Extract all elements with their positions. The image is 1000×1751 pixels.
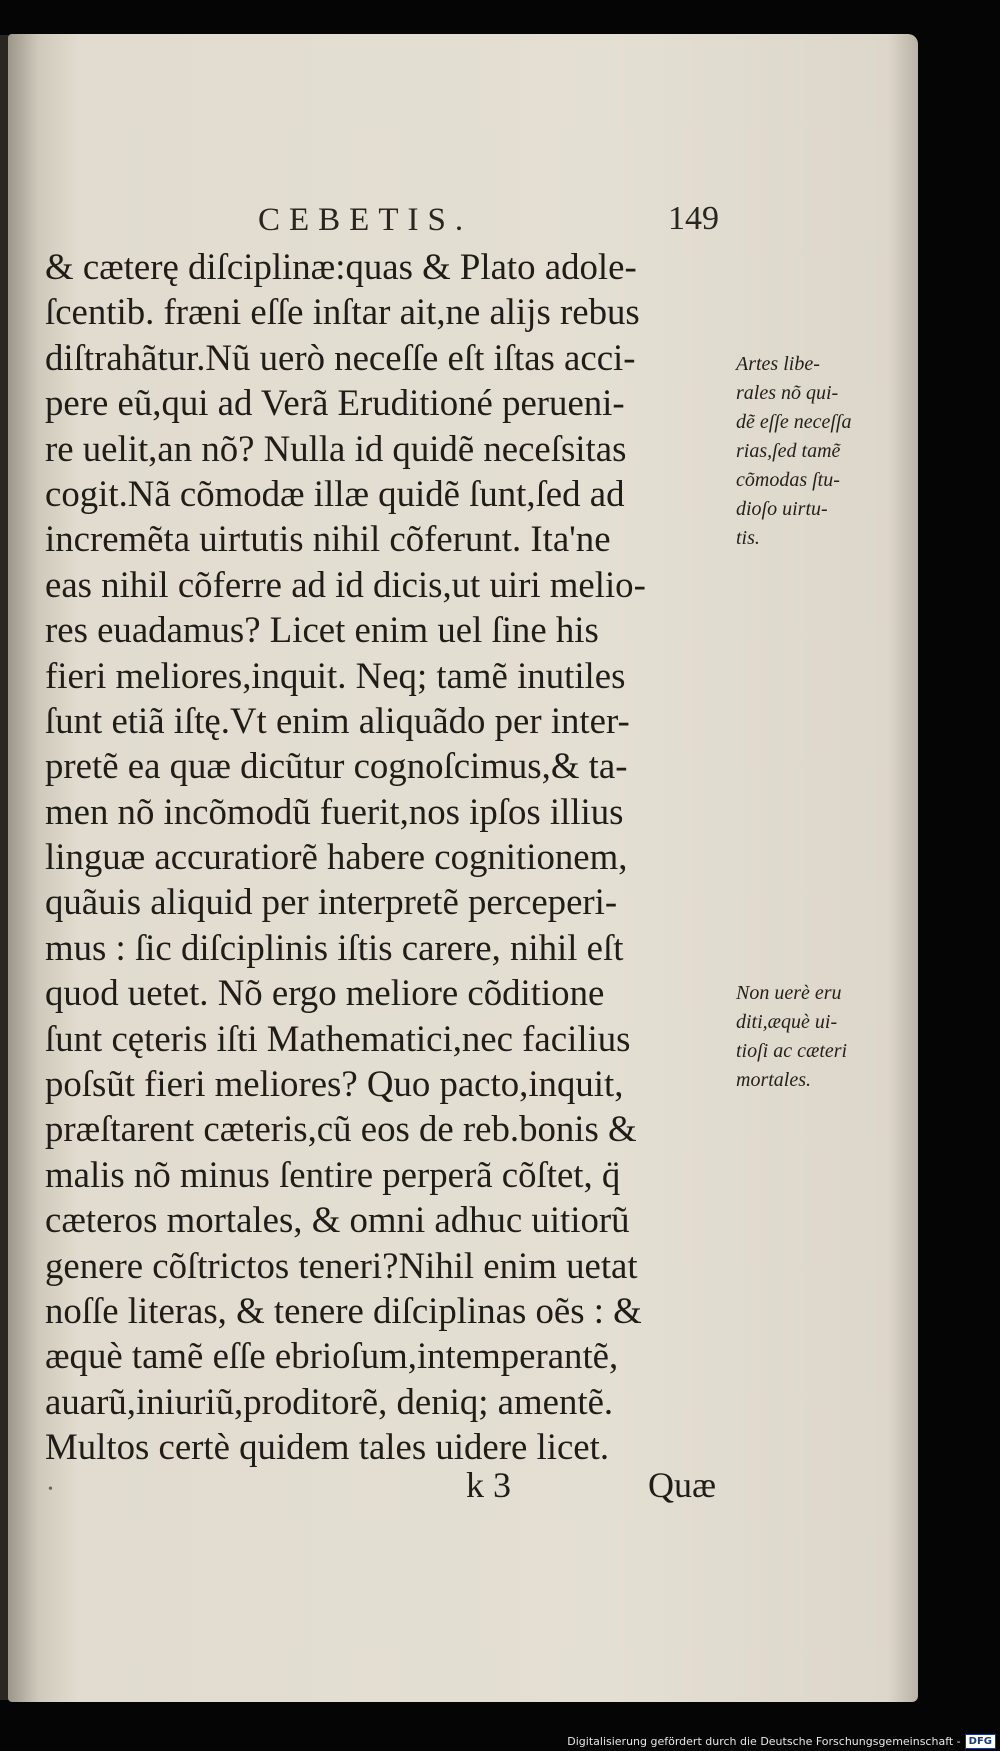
text-line: men nõ incõmodũ fuerit,nos ipſos illius	[45, 790, 624, 832]
text-line: pere eũ,qui ad Verã Eruditioné perueni-	[45, 382, 625, 424]
text-line: incremẽta uirtutis nihil cõferunt. Ita'ne	[45, 518, 611, 560]
marginal-note-line: tioſi ac cæteri	[736, 1040, 848, 1062]
text-line: præſtarent cæteris,cũ eos de reb.bonis &	[45, 1108, 637, 1150]
text-line: auarũ,iniuriũ,proditorẽ, deniq; amentẽ.	[45, 1380, 614, 1422]
page-number: 149	[668, 200, 719, 237]
text-line: eas nihil cõferre ad id dicis,ut uiri melio-	[45, 563, 646, 605]
text-line: mus : ſic diſciplinis iſtis carere, nihil eſt	[45, 926, 624, 968]
marginal-note-line: dẽ eſſe neceſſa	[736, 411, 852, 433]
marginal-note-line: Artes libe-	[736, 353, 820, 375]
digitization-credit	[567, 1734, 996, 1749]
printer-mark: •	[48, 1482, 53, 1497]
text-line: genere cõſtrictos teneri?Nihil enim uetat	[45, 1244, 638, 1286]
signature-mark: k 3	[466, 1465, 511, 1505]
text-line: diſtrahãtur.Nũ uerò neceſſe eſt iſtas acci-	[45, 336, 636, 378]
marginal-note-line: diti,æquè ui-	[736, 1011, 838, 1033]
text-line: ſunt cęteris iſti Mathematici,nec facilius	[45, 1017, 631, 1059]
marginal-note-line: cõmodas ſtu-	[736, 469, 840, 491]
text-line: pretẽ ea quæ dicũtur cognoſcimus,& ta-	[45, 745, 628, 787]
page-footer-row	[48, 1464, 738, 1514]
text-line: æquè tamẽ eſſe ebrioſum,intemperantẽ,	[45, 1335, 619, 1377]
marginal-note-line: Non uerè eru	[736, 982, 842, 1004]
catchword: Quæ	[648, 1465, 717, 1505]
text-line: poſsũt fieri meliores? Quo pacto,inquit,	[45, 1063, 624, 1105]
text-line: linguæ accuratiorẽ habere cognitionem,	[45, 836, 628, 878]
marginal-note-line: dioſo uirtu-	[736, 498, 828, 520]
body-text	[45, 244, 725, 1470]
text-line: cæteros mortales, & omni adhuc uitiorũ	[45, 1199, 630, 1241]
text-line: quod uetet. Nõ ergo meliore cõditione	[45, 972, 605, 1014]
running-head: CEBETIS.	[258, 202, 473, 238]
text-line: ſunt etiã iſtę.Vt enim aliquãdo per inter-	[45, 699, 630, 741]
marginal-note-line: rales nõ qui-	[736, 382, 839, 404]
text-line: malis nõ minus ſentire perperã cõſtet, q̈	[45, 1153, 621, 1195]
marginal-note-non-vere-eruditi	[736, 979, 906, 1095]
dfg-logo: DFG	[965, 1734, 996, 1749]
text-line: cogit.Nã cõmodæ illæ quidẽ ſunt,ſed ad	[45, 472, 625, 514]
text-line: ſcentib. fræni eſſe inſtar ait,ne alijs rebus	[45, 291, 640, 333]
text-line: res euadamus? Licet enim uel ſine his	[45, 609, 599, 651]
text-line: fieri meliores,inquit. Neq; tamẽ inutiles	[45, 654, 626, 696]
marginal-note-artes-liberales	[736, 350, 906, 553]
text-line: & cæterę diſciplinæ:quas & Plato adole-	[45, 246, 637, 287]
marginal-note-line: mortales.	[736, 1069, 811, 1091]
credit-text: Digitalisierung gefördert durch die Deutsche Forschungsgemeinschaft -	[567, 1735, 961, 1748]
book-page	[8, 34, 918, 1702]
text-line: quãuis aliquid per interpretẽ perceperi-	[45, 881, 618, 923]
text-line: re uelit,an nõ? Nulla id quidẽ neceſsitas	[45, 427, 627, 469]
marginal-note-line: rias,ſed tamẽ	[736, 440, 841, 462]
marginal-note-line: tis.	[736, 527, 760, 549]
text-line: noſſe literas, & tenere diſciplinas oẽs : &	[45, 1289, 642, 1331]
text-line: Multos certè quidem tales uidere licet.	[45, 1426, 610, 1468]
